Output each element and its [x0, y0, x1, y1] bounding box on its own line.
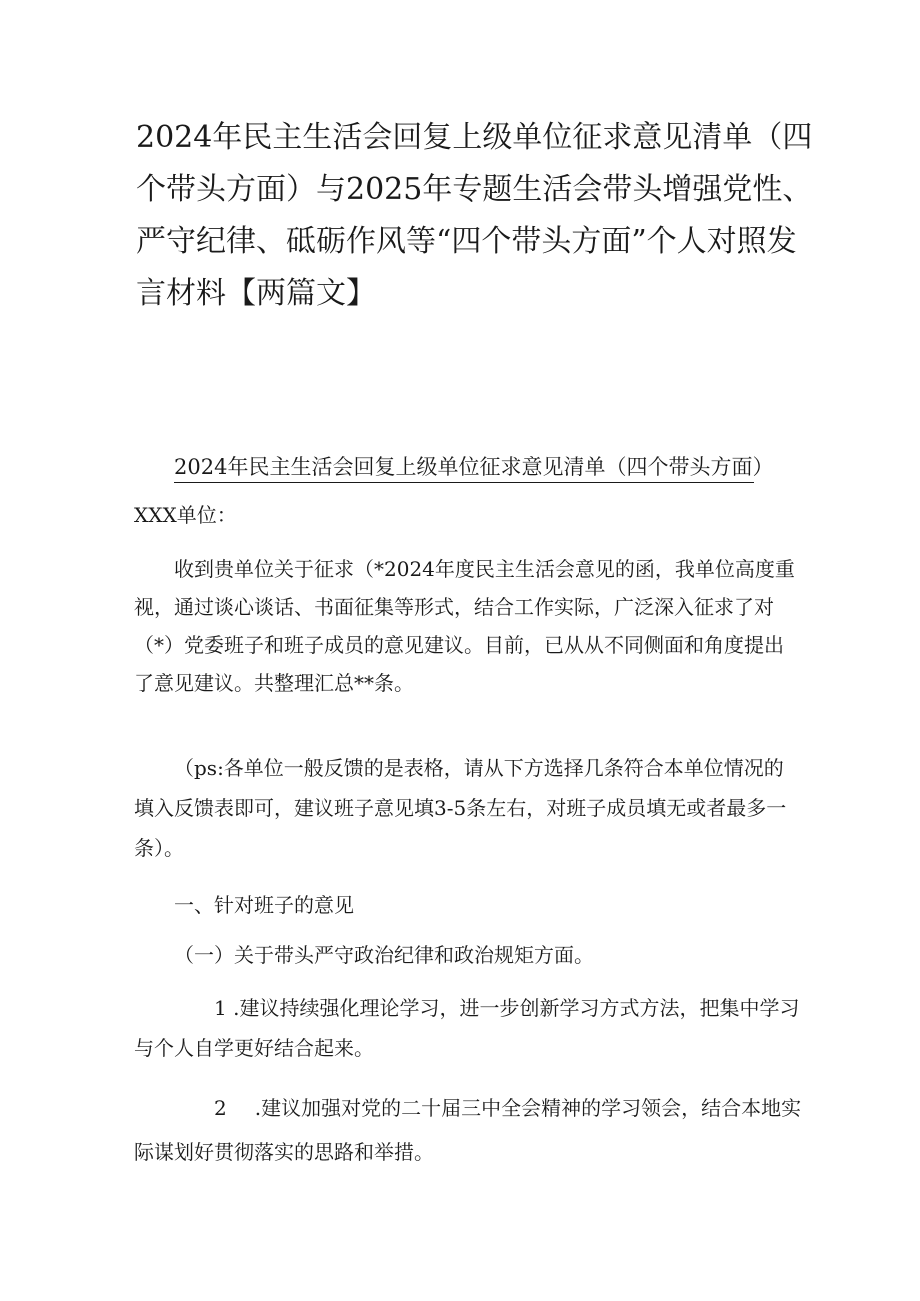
- subheading-political-discipline: （一）关于带头严守政治纪律和政治规矩方面。: [174, 943, 594, 967]
- list-item-1: [134, 988, 802, 1068]
- list-item-2: [134, 1086, 802, 1174]
- list-item-number: 2: [214, 1096, 227, 1120]
- heading-team-opinions: 一、针对班子的意见: [174, 893, 354, 917]
- list-item-number: 1: [214, 996, 227, 1020]
- note-paragraph: （ps:各单位一般反馈的是表格，请从下方选择几条符合本单位情况的填入反馈表即可，建议班子意见填3-5条左右，对班子成员填无或者最多一条）。: [134, 756, 787, 860]
- salutation: XXX单位：: [134, 503, 237, 527]
- list-item-text: .建议持续强化理论学习，进一步创新学习方式方法，把集中学习与个人自学更好结合起来。: [134, 996, 800, 1060]
- intro-paragraph: 收到贵单位关于征求（*2024年度民主生活会意见的函，我单位高度重视，通过谈心谈话、书面征集等形式，结合工作实际，广泛深入征求了对（*）党委班子和班子成员的意见建议。目前，已从从不同侧面和角度提出了意见建议。共整理汇总**条。: [134, 557, 795, 695]
- section-title: 2024年民主生活会回复上级单位征求意见清单（四个带头方面）: [174, 452, 754, 483]
- list-item-text: .建议加强对党的二十届三中全会精神的学习领会，结合本地实际谋划好贯彻落实的思路和举措。: [134, 1096, 802, 1164]
- document-title: 2024年民主生活会回复上级单位征求意见清单（四个带头方面）与2025年专题生活会带头增强党性、严守纪律、砥砺作风等“四个带头方面”个人对照发言材料【两篇文】: [136, 120, 813, 311]
